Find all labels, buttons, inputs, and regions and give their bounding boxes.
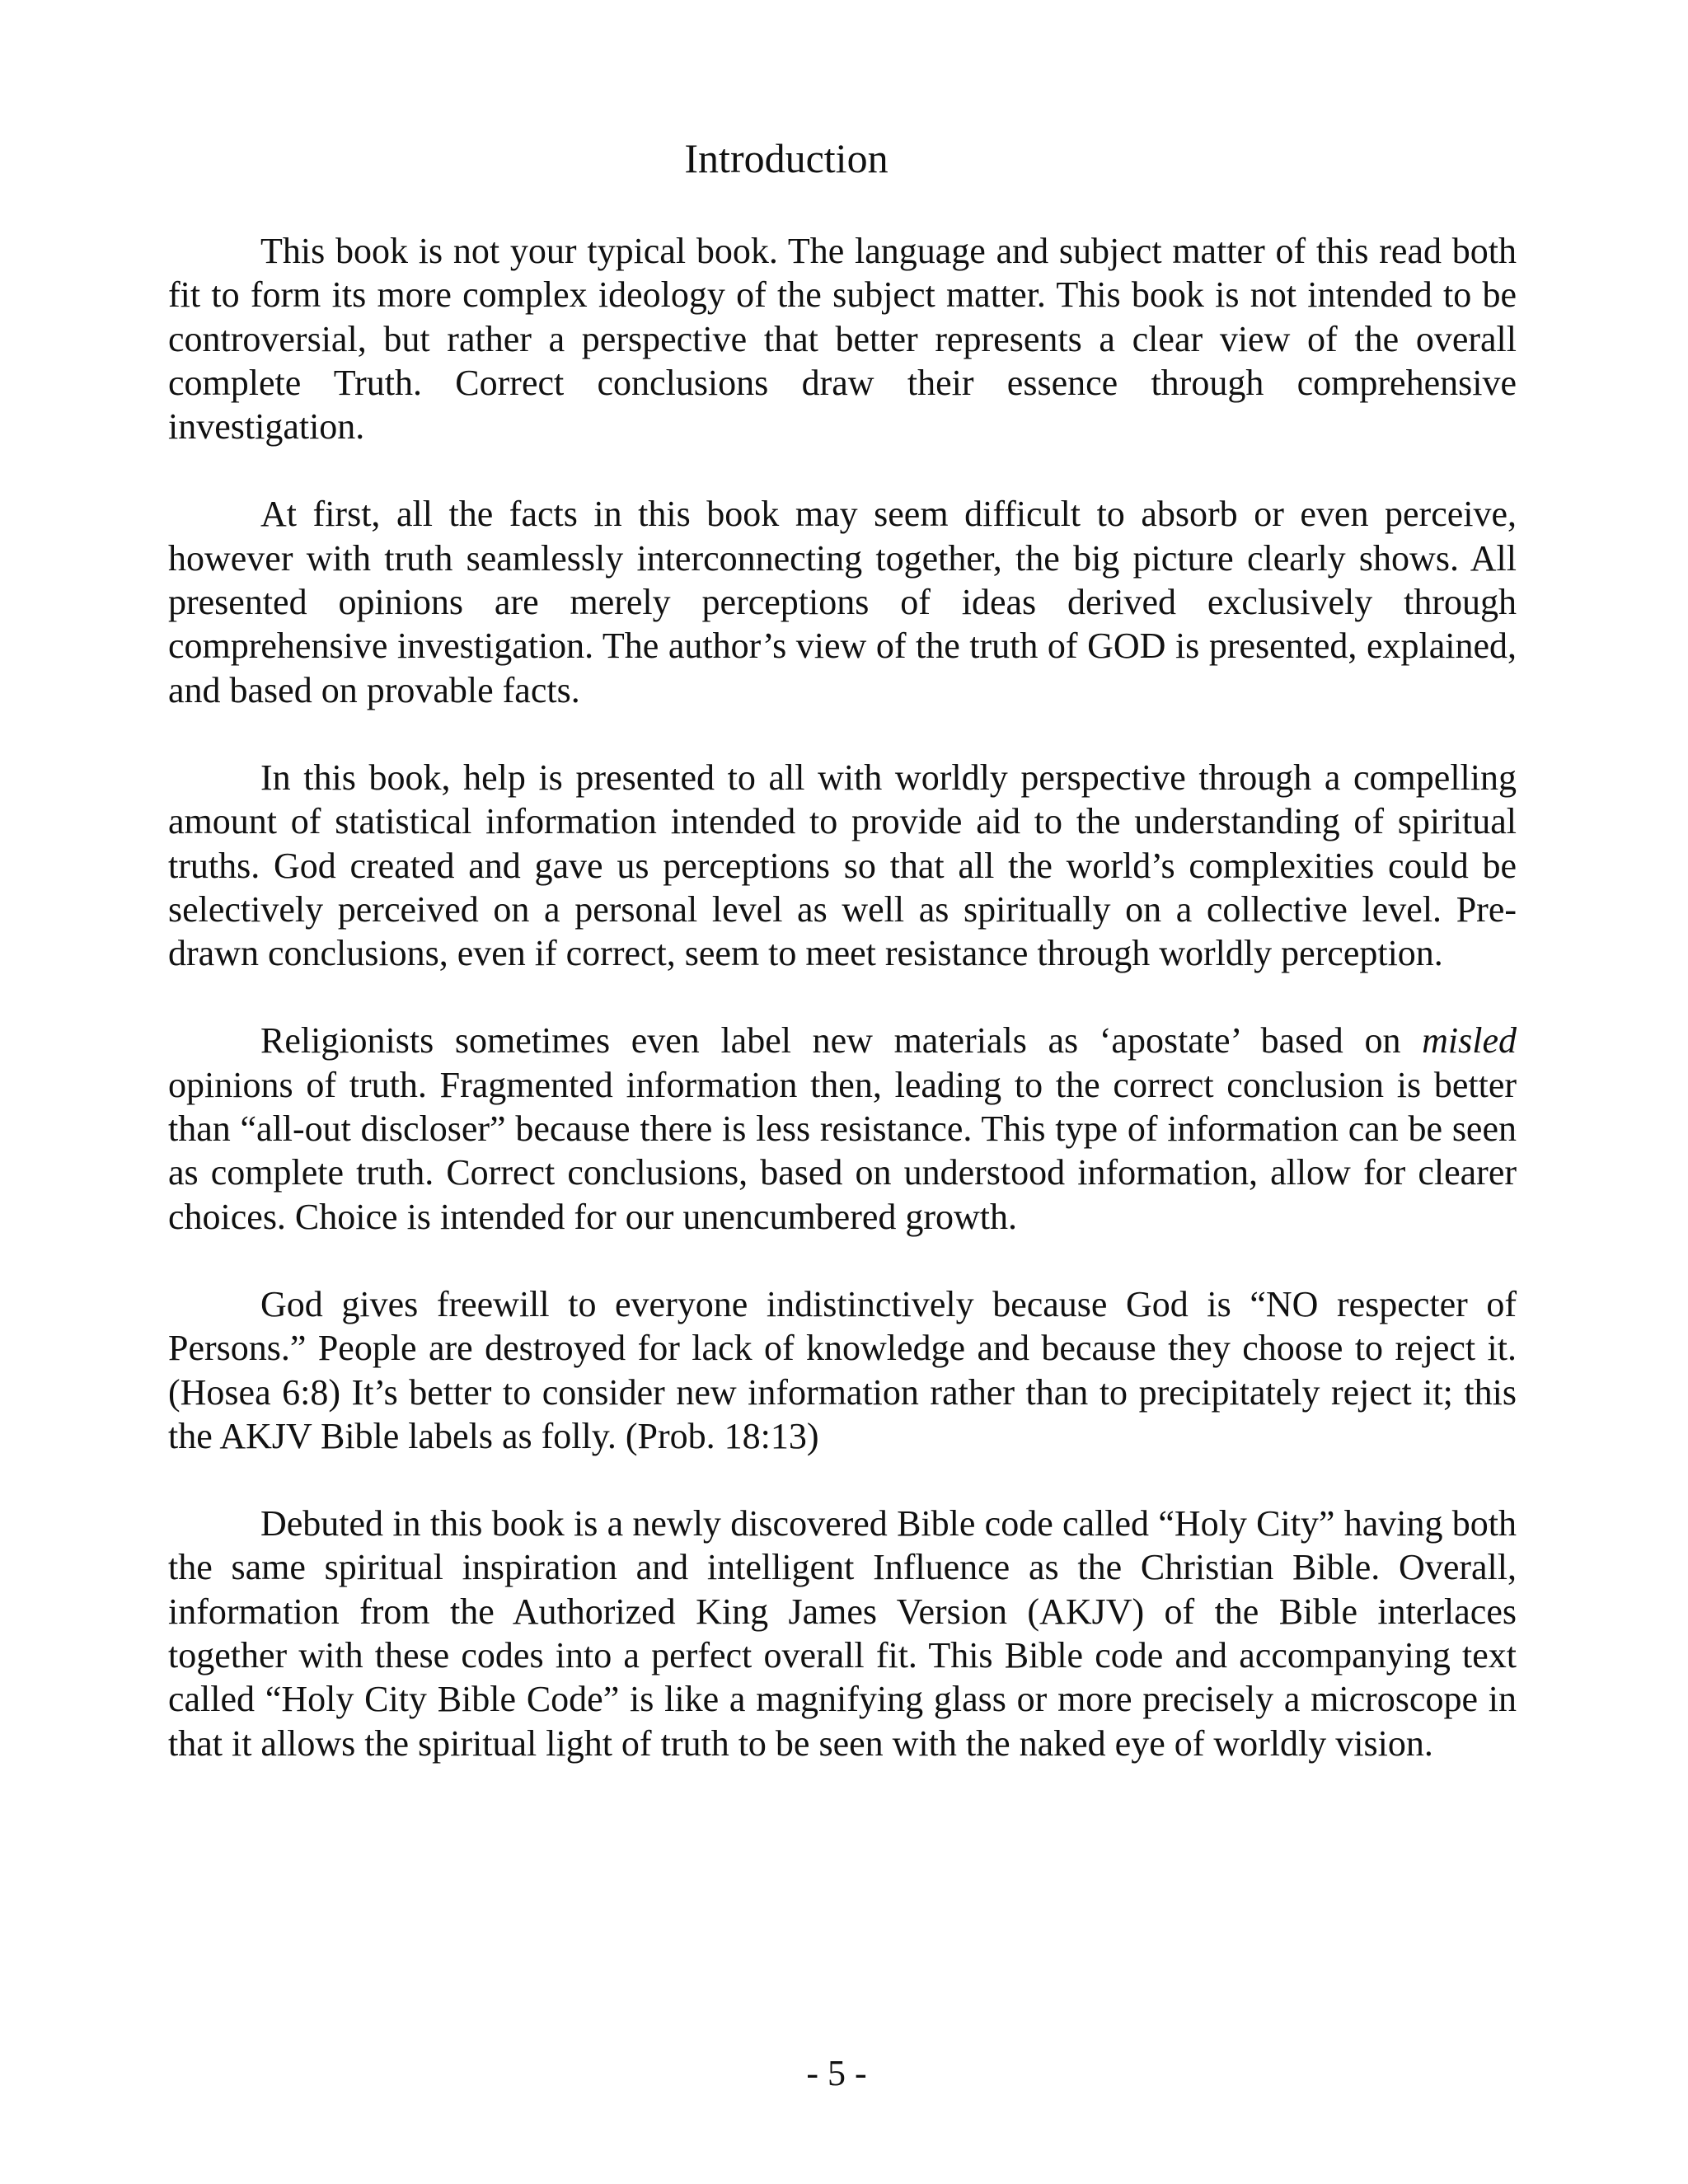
paragraph-4-emphasis: misled [1422,1020,1517,1062]
page-title: Introduction [684,135,889,181]
paragraph-6: Debuted in this book is a newly discovered Bible code called “Holy City” having both the same spiritual inspiration and intelligent Influence as the Christian Bible. Overall, information from the Authorized King James Version (AKJV) of the Bible interlaces together with these codes into a perfect overall fit. This Bible code and accompanying text called “Holy City Bible Code” is like a magnifying glass or more precisely a microscope in that it allows the spiritual light of truth to be seen with the naked eye of worldly vision. [168,1503,1517,1764]
paragraph-2: At first, all the facts in this book may seem difficult to absorb or even perceive, however with truth seamlessly interconnecting together, the big picture clearly shows. All presented opinions are merely perceptions of ideas derived exclusively through comprehensive investigation. The author’s view of the truth of GOD is presented, explained, and based on provable facts. [168,494,1517,710]
paragraph-4-after: opinions of truth. Fragmented information then, leading to the correct conclusion is better than “all-out discloser” because there is less resistance. This type of information can be seen as complete truth. Correct conclusions, based on understood information, allow for clearer choices. Choice is intended for our unencumbered growth. [168,1064,1517,1237]
paragraph-4-before: Religionists sometimes even label new materials as ‘apostate’ based on [260,1020,1423,1062]
paragraph-3: In this book, help is presented to all with worldly perspective through a compelling amount of statistical information intended to provide aid to the understanding of spiritual truths. God created and gave us perceptions so that all the world’s complexities could be selectively perceived on a personal level as well as spiritually on a collective level. Pre-drawn conclusions, even if correct, seem to meet resistance through worldly perception. [168,757,1517,974]
paragraph-4 [168,1019,1517,1238]
body-text [168,229,1517,1809]
paragraph-5: God gives freewill to everyone indistinctively because God is “NO respecter of Persons.” People are destroyed for lack of knowledge and because they choose to reject it. (Hosea 6:8) It’s better to consider new information rather than to precipitately reject it; this the AKJV Bible labels as folly. (Prob. 18:13) [168,1283,1517,1456]
page-number: - 5 - [806,2053,867,2093]
paragraph-1: This book is not your typical book. The language and subject matter of this read both fit to form its more complex ideology of the subject matter. This book is not intended to be controversial, but rather a perspective that better represents a clear view of the overall complete Truth. Correct conclusions draw their essence through comprehensive investigation. [168,231,1517,448]
